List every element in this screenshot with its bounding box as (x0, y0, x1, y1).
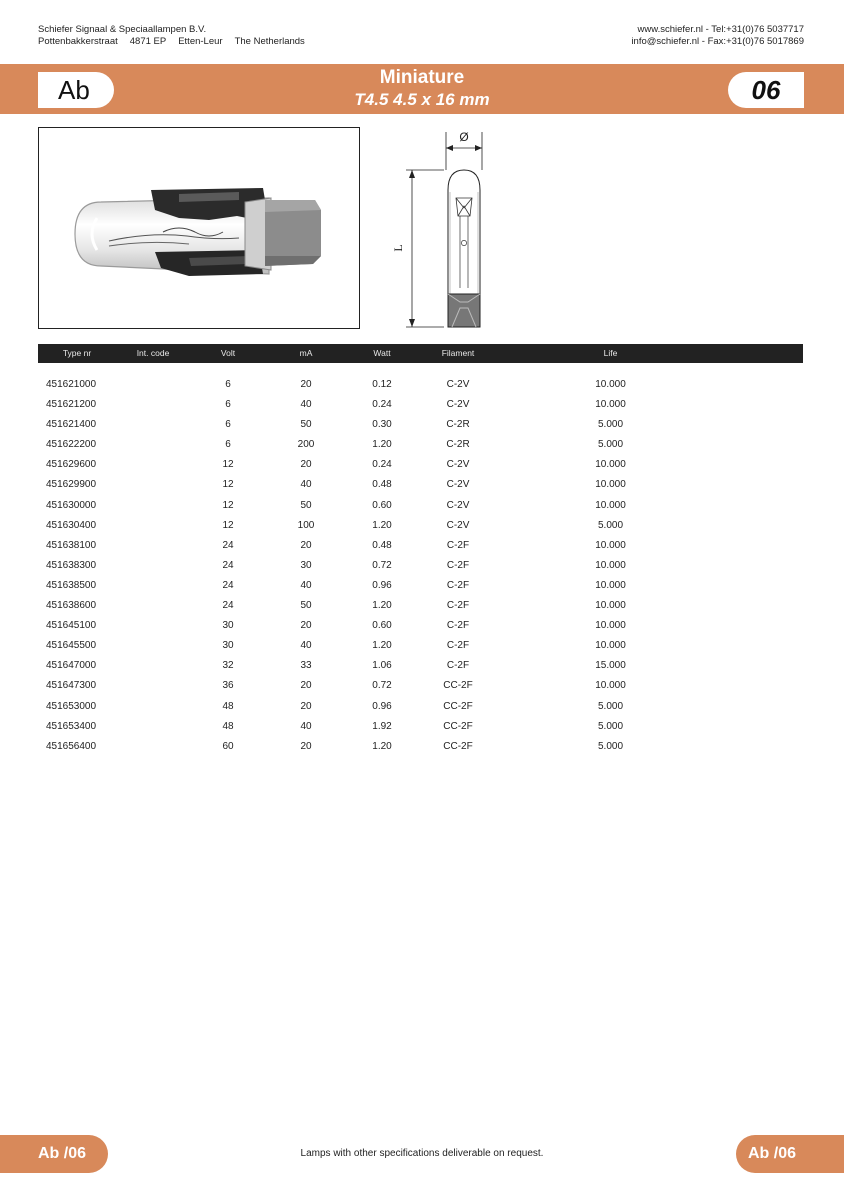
table-row (38, 636, 803, 656)
watt-cell: 1.20 (372, 600, 392, 612)
column-header-type-nr: Type nr (62, 348, 92, 358)
ma-cell: 40 (300, 720, 312, 732)
volt-cell: 12 (222, 459, 234, 471)
life-cell: 10.000 (595, 559, 626, 571)
footer-right-tag: Ab /06 (736, 1135, 844, 1173)
company-info (38, 24, 317, 48)
type-nr-cell: 451629600 (46, 459, 97, 471)
address-country: The Netherlands (234, 36, 305, 47)
life-cell: 10.000 (595, 539, 626, 551)
volt-cell: 24 (222, 539, 234, 551)
page-number-badge: 06 (728, 72, 804, 108)
lamp-photo-image (39, 128, 359, 328)
filament-cell: CC-2F (443, 700, 473, 712)
ma-cell: 20 (300, 539, 312, 551)
watt-cell: 0.48 (372, 479, 392, 491)
table-row (38, 516, 803, 536)
table-row (38, 556, 803, 576)
diameter-label: Ø (459, 130, 469, 144)
life-cell: 10.000 (595, 680, 626, 692)
volt-cell: 30 (222, 640, 234, 652)
footer-left-tag: Ab /06 (0, 1135, 108, 1173)
type-nr-cell: 451622200 (46, 439, 97, 451)
ma-cell: 50 (300, 600, 312, 612)
watt-cell: 0.60 (372, 499, 392, 511)
filament-cell: C-2R (446, 419, 470, 431)
company-name: Schiefer Signaal & Speciaallampen B.V. (38, 24, 207, 35)
type-nr-cell: 451638500 (46, 579, 97, 591)
type-nr-cell: 451638100 (46, 539, 97, 551)
page-title: Miniature (379, 67, 465, 88)
filament-cell: C-2V (446, 519, 470, 531)
type-nr-cell: 451629900 (46, 479, 97, 491)
type-nr-cell: 451621400 (46, 419, 97, 431)
ma-cell: 100 (297, 519, 315, 531)
column-header-filament: Filament (441, 348, 475, 358)
table-row (38, 656, 803, 676)
type-nr-cell: 451621000 (46, 379, 97, 390)
life-cell: 5.000 (597, 700, 624, 712)
ma-cell: 20 (300, 620, 312, 632)
table-row (38, 475, 803, 495)
column-header-watt: Watt (373, 348, 391, 358)
volt-cell: 6 (225, 399, 231, 411)
filament-cell: C-2V (446, 399, 470, 411)
volt-cell: 12 (222, 519, 234, 531)
life-cell: 10.000 (595, 640, 626, 652)
table-row (38, 455, 803, 475)
dimension-drawing (392, 128, 512, 338)
filament-cell: C-2F (446, 640, 470, 652)
ma-cell: 40 (300, 640, 312, 652)
watt-cell: 0.96 (372, 700, 392, 712)
watt-cell: 1.20 (372, 439, 392, 451)
type-nr-cell: 451645500 (46, 640, 97, 652)
ma-cell: 50 (300, 499, 312, 511)
filament-cell: C-2F (446, 579, 470, 591)
table-row (38, 536, 803, 556)
watt-cell: 1.20 (372, 740, 392, 752)
life-cell: 10.000 (595, 459, 626, 471)
volt-cell: 24 (222, 579, 234, 591)
company-address (38, 36, 317, 48)
filament-cell: CC-2F (443, 740, 473, 752)
volt-cell: 6 (225, 419, 231, 431)
page-title-block (200, 66, 644, 110)
type-nr-cell: 451630000 (46, 499, 97, 511)
watt-cell: 1.20 (372, 640, 392, 652)
watt-cell: 1.06 (372, 660, 392, 672)
table-row (38, 415, 803, 435)
table-row (38, 697, 803, 717)
table-row (38, 737, 803, 757)
filament-cell: C-2V (446, 479, 470, 491)
life-cell: 10.000 (595, 479, 626, 491)
type-nr-cell: 451647300 (46, 680, 97, 692)
footer-note: Lamps with other specifications deliverable on request. (300, 1148, 544, 1159)
filament-cell: C-2F (446, 660, 470, 672)
table-row (38, 676, 803, 696)
column-header-life: Life (603, 348, 618, 358)
type-nr-cell: 451645100 (46, 620, 97, 632)
life-cell: 10.000 (595, 379, 626, 390)
volt-cell: 12 (222, 499, 234, 511)
watt-cell: 0.60 (372, 620, 392, 632)
table-header (38, 344, 803, 363)
watt-cell: 0.12 (372, 379, 392, 390)
ma-cell: 20 (300, 740, 312, 752)
ma-cell: 40 (300, 399, 312, 411)
life-cell: 10.000 (595, 499, 626, 511)
lamp-photo (38, 127, 360, 329)
table-body (38, 375, 803, 757)
filament-cell: C-2R (446, 439, 470, 451)
type-nr-cell: 451653000 (46, 700, 97, 712)
filament-cell: C-2F (446, 620, 470, 632)
volt-cell: 48 (222, 700, 234, 712)
table-row (38, 616, 803, 636)
address-street: Pottenbakkerstraat (38, 36, 118, 47)
watt-cell: 0.72 (372, 559, 392, 571)
filament-cell: C-2V (446, 459, 470, 471)
type-nr-cell: 451656400 (46, 740, 97, 752)
type-nr-cell: 451638300 (46, 559, 97, 571)
address-postcode: 4871 EP (129, 36, 167, 47)
page-subtitle: T4.5 4.5 x 16 mm (354, 90, 490, 109)
ma-cell: 50 (300, 419, 312, 431)
volt-cell: 32 (222, 660, 234, 672)
type-nr-cell: 451638600 (46, 600, 97, 612)
volt-cell: 60 (222, 740, 234, 752)
life-cell: 5.000 (597, 519, 624, 531)
table-row (38, 576, 803, 596)
volt-cell: 24 (222, 559, 234, 571)
volt-cell: 24 (222, 600, 234, 612)
filament-cell: C-2F (446, 600, 470, 612)
watt-cell: 0.96 (372, 579, 392, 591)
address-city: Etten-Leur (178, 36, 223, 47)
filament-cell: CC-2F (443, 680, 473, 692)
life-cell: 15.000 (595, 660, 626, 672)
type-nr-cell: 451630400 (46, 519, 97, 531)
watt-cell: 0.24 (372, 399, 392, 411)
filament-cell: CC-2F (443, 720, 473, 732)
table-row (38, 435, 803, 455)
life-cell: 10.000 (595, 579, 626, 591)
contact-web-phone: www.schiefer.nl - Tel:+31(0)76 5037717 (637, 24, 804, 35)
lamp-technical-drawing (392, 128, 512, 333)
ma-cell: 20 (300, 680, 312, 692)
type-nr-cell: 451621200 (46, 399, 97, 411)
watt-cell: 0.24 (372, 459, 392, 471)
volt-cell: 6 (225, 439, 231, 451)
table-row (38, 596, 803, 616)
ma-cell: 20 (300, 700, 312, 712)
table-row (38, 496, 803, 516)
life-cell: 5.000 (597, 720, 624, 732)
volt-cell: 48 (222, 720, 234, 732)
column-header-ma: mA (299, 348, 313, 358)
ma-cell: 33 (300, 660, 312, 672)
table-row (38, 717, 803, 737)
table-row (38, 375, 803, 395)
life-cell: 5.000 (597, 439, 624, 451)
life-cell: 5.000 (597, 419, 624, 431)
volt-cell: 12 (222, 479, 234, 491)
column-header-int-code: Int. code (136, 348, 170, 358)
filament-cell: C-2F (446, 559, 470, 571)
watt-cell: 1.20 (372, 519, 392, 531)
column-header-volt: Volt (220, 348, 236, 358)
ma-cell: 20 (300, 379, 312, 390)
length-label: L (392, 244, 405, 252)
ma-cell: 40 (300, 479, 312, 491)
life-cell: 5.000 (597, 740, 624, 752)
table-row (38, 395, 803, 415)
volt-cell: 36 (222, 680, 234, 692)
volt-cell: 30 (222, 620, 234, 632)
ma-cell: 40 (300, 579, 312, 591)
watt-cell: 0.48 (372, 539, 392, 551)
watt-cell: 1.92 (372, 720, 392, 732)
volt-cell: 6 (225, 379, 231, 390)
watt-cell: 0.30 (372, 419, 392, 431)
type-nr-cell: 451647000 (46, 660, 97, 672)
filament-cell: C-2V (446, 379, 470, 390)
contact-email-fax: info@schiefer.nl - Fax:+31(0)76 5017869 (631, 36, 804, 47)
contact-info (631, 24, 804, 48)
watt-cell: 0.72 (372, 680, 392, 692)
category-badge: Ab (38, 72, 114, 108)
ma-cell: 200 (297, 439, 315, 451)
ma-cell: 30 (300, 559, 312, 571)
life-cell: 10.000 (595, 620, 626, 632)
filament-cell: C-2V (446, 499, 470, 511)
life-cell: 10.000 (595, 399, 626, 411)
ma-cell: 20 (300, 459, 312, 471)
type-nr-cell: 451653400 (46, 720, 97, 732)
life-cell: 10.000 (595, 600, 626, 612)
filament-cell: C-2F (446, 539, 470, 551)
